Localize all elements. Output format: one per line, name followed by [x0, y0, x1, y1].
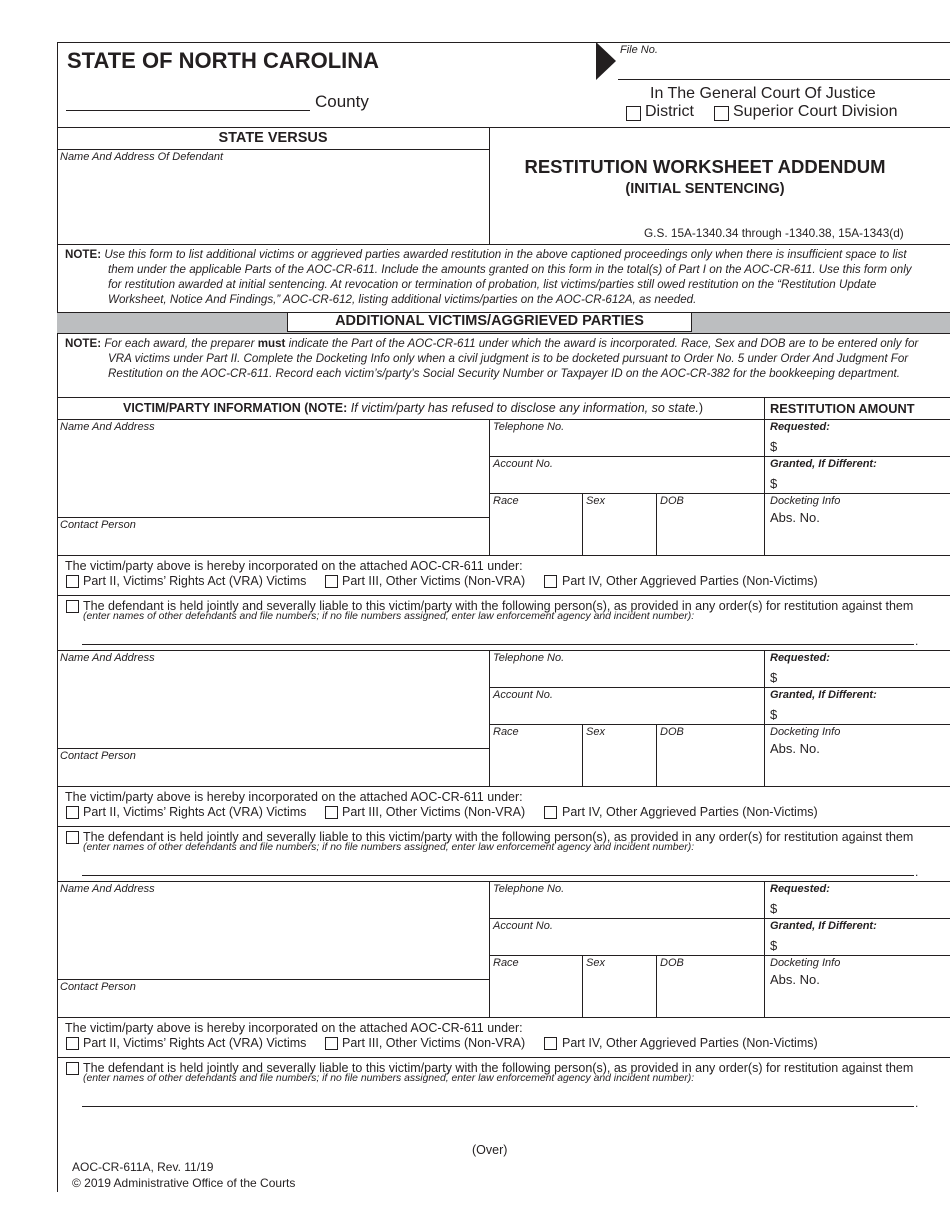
- victim-block-1-jointly-checkbox[interactable]: [66, 600, 79, 613]
- statute-citation: G.S. 15A-1340.34 through -1340.38, 15A-1343(d): [644, 226, 904, 240]
- victim-block-3-sex-field[interactable]: [585, 971, 654, 1015]
- victim-block-1-requested-dollar: $: [770, 439, 778, 454]
- table-header-bottom: [57, 419, 950, 420]
- victim-block-2-name-address-field[interactable]: [60, 666, 485, 746]
- victim-block-3-line-jointly: [57, 1057, 950, 1058]
- victim-block-3-race-label: Race: [493, 957, 519, 969]
- victim-block-2-incorporated-text: The victim/party above is hereby incorporated on the attached AOC-CR-611 under:: [65, 790, 523, 804]
- victim-block-3-jointly-subtext: (enter names of other defendants and file numbers; if no file numbers assigned, enter law enforcement agency and incident number):: [83, 1073, 695, 1084]
- victim-block-3-abs-no-field[interactable]: [830, 970, 947, 988]
- superior-court-label: Superior Court Division: [733, 103, 898, 120]
- victim-block-1-part4-label: Part IV, Other Aggrieved Parties (Non-Victims): [562, 574, 818, 588]
- victim-block-3-contact-label: Contact Person: [60, 981, 136, 993]
- victim-block-1-name-address-field[interactable]: [60, 435, 485, 515]
- state-versus-heading: STATE VERSUS: [218, 130, 328, 146]
- victim-block-3-jointly-field[interactable]: [82, 1089, 914, 1105]
- victim-block-2-granted-field[interactable]: [782, 705, 947, 723]
- note-2-prefix: NOTE:: [65, 337, 102, 350]
- victim-block-1-jointly-subtext: (enter names of other defendants and file numbers; if no file numbers assigned, enter law enforcement agency and incident number):: [83, 611, 695, 622]
- file-no-field[interactable]: [618, 56, 948, 78]
- victim-block-2-part3-label: Part III, Other Victims (Non-VRA): [342, 805, 526, 819]
- victim-block-1-divider-sex: [582, 493, 583, 555]
- restitution-amount-heading: RESTITUTION AMOUNT: [770, 401, 915, 416]
- victim-block-1-docketing-label: Docketing Info: [770, 495, 841, 507]
- victim-block-2-race-field[interactable]: [492, 740, 580, 784]
- over-label: (Over): [472, 1143, 508, 1157]
- victim-block-3-incorporated-text: The victim/party above is hereby incorporated on the attached AOC-CR-611 under:: [65, 1021, 523, 1035]
- county-label: County: [315, 92, 369, 111]
- victim-info-close: ): [698, 401, 704, 415]
- victim-block-2-contact-field[interactable]: [60, 764, 485, 784]
- victim-block-3-contact-field[interactable]: [60, 995, 485, 1015]
- victim-block-1-part4-checkbox[interactable]: [544, 575, 557, 588]
- caption-bottom-line: [57, 244, 950, 245]
- victim-block-1-account-field[interactable]: [493, 472, 761, 491]
- victim-block-2-jointly-subtext: (enter names of other defendants and file numbers; if no file numbers assigned, enter law enforcement agency and incident number):: [83, 842, 695, 853]
- note-1-prefix: NOTE:: [65, 248, 102, 261]
- victim-block-2-part4-label: Part IV, Other Aggrieved Parties (Non-Victims): [562, 805, 818, 819]
- victim-block-1-sex-field[interactable]: [585, 509, 654, 553]
- victim-block-2-jointly-underline: [82, 875, 914, 876]
- victim-block-1-part3-label: Part III, Other Victims (Non-VRA): [342, 574, 526, 588]
- victim-block-1-part2-checkbox[interactable]: [66, 575, 79, 588]
- victim-block-3-line-race: [489, 955, 950, 956]
- victim-block-2-account-label: Account No.: [493, 689, 553, 701]
- note-2: [65, 336, 923, 381]
- district-checkbox[interactable]: [626, 106, 641, 121]
- victim-block-2-jointly-text: The defendant is held jointly and severally liable to this victim/party with the following person(s), as provided in any order(s) for restitution against them: [83, 830, 914, 844]
- victim-block-2-account-field[interactable]: [493, 703, 761, 722]
- victim-block-2-dob-label: DOB: [660, 726, 684, 738]
- victim-block-2-name-address-label: Name And Address: [60, 652, 155, 664]
- victim-block-3-dob-label: DOB: [660, 957, 684, 969]
- victim-block-3-part4-checkbox[interactable]: [544, 1037, 557, 1050]
- victim-block-1-contact-label: Contact Person: [60, 519, 136, 531]
- victim-block-1-requested-label: Requested:: [770, 421, 830, 433]
- victim-block-1-dob-field[interactable]: [659, 509, 762, 553]
- victim-block-1-jointly-period: .: [915, 634, 919, 648]
- victim-info-heading: [123, 401, 703, 415]
- victim-block-2-part4-checkbox[interactable]: [544, 806, 557, 819]
- copyright: © 2019 Administrative Office of the Courts: [72, 1176, 296, 1190]
- form-subtitle: (INITIAL SENTENCING): [625, 181, 785, 197]
- victim-block-3-part2-label: Part II, Victims’ Rights Act (VRA) Victims: [83, 1036, 307, 1050]
- victim-block-3-divider-a: [489, 881, 490, 1017]
- victim-block-1-line-contact: [57, 517, 489, 518]
- victim-block-3-part3-label: Part III, Other Victims (Non-VRA): [342, 1036, 526, 1050]
- victim-block-2-granted-label: Granted, If Different:: [770, 689, 877, 701]
- victim-block-2-sex-label: Sex: [586, 726, 605, 738]
- victim-block-1-abs-no-label: Abs. No.: [770, 510, 820, 525]
- victim-block-3-granted-dollar: $: [770, 938, 778, 953]
- table-header-top: [57, 397, 950, 398]
- top-border: [57, 42, 950, 43]
- victim-block-3-race-field[interactable]: [492, 971, 580, 1015]
- victim-block-3-jointly-checkbox[interactable]: [66, 1062, 79, 1075]
- victim-info-note-word: NOTE:: [308, 401, 348, 415]
- victim-block-2-divider-b: [764, 650, 765, 786]
- victim-block-1-name-address-label: Name And Address: [60, 421, 155, 433]
- district-label: District: [645, 103, 694, 120]
- victim-block-2-divider-dob: [656, 724, 657, 786]
- victim-block-3-jointly-underline: [82, 1106, 914, 1107]
- note-1: [65, 247, 923, 307]
- victim-block-2-requested-field[interactable]: [782, 668, 947, 686]
- victim-block-2-requested-label: Requested:: [770, 652, 830, 664]
- victim-block-2-divider-a: [489, 650, 490, 786]
- victim-block-2-abs-no-label: Abs. No.: [770, 741, 820, 756]
- victim-block-2-line-account: [489, 687, 950, 688]
- victim-block-1-account-label: Account No.: [493, 458, 553, 470]
- victim-block-3-name-address-label: Name And Address: [60, 883, 155, 895]
- file-no-underline: [618, 79, 950, 80]
- victim-block-3-requested-field[interactable]: [782, 899, 947, 917]
- victim-block-3-dob-field[interactable]: [659, 971, 762, 1015]
- victim-block-3-abs-no-label: Abs. No.: [770, 972, 820, 987]
- victim-block-1-contact-field[interactable]: [60, 533, 485, 553]
- victim-block-1-part3-checkbox[interactable]: [325, 575, 338, 588]
- victim-block-2-granted-dollar: $: [770, 707, 778, 722]
- superior-court-checkbox[interactable]: [714, 106, 729, 121]
- victim-block-3-part4-label: Part IV, Other Aggrieved Parties (Non-Victims): [562, 1036, 818, 1050]
- victim-block-3-jointly-text: The defendant is held jointly and severally liable to this victim/party with the following person(s), as provided in any order(s) for restitution against them: [83, 1061, 914, 1075]
- victim-block-1-part2-label: Part II, Victims’ Rights Act (VRA) Victims: [83, 574, 307, 588]
- victim-block-2-line-bottom: [57, 786, 950, 787]
- victim-block-3-granted-field[interactable]: [782, 936, 947, 954]
- left-border: [57, 42, 58, 1192]
- victim-block-1-granted-field[interactable]: [782, 474, 947, 492]
- victim-block-1-dob-label: DOB: [660, 495, 684, 507]
- victim-block-3-part2-checkbox[interactable]: [66, 1037, 79, 1050]
- victim-block-2-race-label: Race: [493, 726, 519, 738]
- victim-block-3-line-bottom: [57, 1017, 950, 1018]
- victim-block-3-divider-dob: [656, 955, 657, 1017]
- victim-info-title: VICTIM/PARTY INFORMATION (: [123, 401, 309, 415]
- victim-block-3-account-label: Account No.: [493, 920, 553, 932]
- victim-block-3-requested-label: Requested:: [770, 883, 830, 895]
- victim-block-2-divider-sex: [582, 724, 583, 786]
- caption-top-line: [57, 127, 950, 128]
- section-title: ADDITIONAL VICTIMS/AGGRIEVED PARTIES: [335, 313, 644, 329]
- victim-block-1-line-account: [489, 456, 950, 457]
- victim-block-1-divider-a: [489, 419, 490, 555]
- victim-block-3-divider-b: [764, 881, 765, 1017]
- victim-block-2-jointly-checkbox[interactable]: [66, 831, 79, 844]
- victim-block-1-race-field[interactable]: [492, 509, 580, 553]
- county-line: [66, 110, 310, 111]
- victim-block-1-jointly-text: The defendant is held jointly and severally liable to this victim/party with the following person(s), as provided in any order(s) for restitution against them: [83, 599, 914, 613]
- defendant-field[interactable]: [60, 165, 485, 240]
- victim-block-1-granted-label: Granted, If Different:: [770, 458, 877, 470]
- note-1-text: Use this form to list additional victims or aggrieved parties awarded restitution in the above captioned proceedings only when there is insufficient space to list them under the applicable Parts of the AOC-CR-611. Include the amounts granted on this form in the total(s) of Part I on the AOC-CR-611. Use this form only for restitution awarded at initial sentencing. At revocation or termination of probation, list victims/parties still owed restitution on the “Restitution Update Worksheet, Notice And Findings,” AOC-CR-612, listing additional victims/parties on the AOC-CR-612A, as needed.: [104, 248, 912, 306]
- victim-info-note-text: If victim/party has refused to disclose any information, so state.: [350, 401, 699, 415]
- victim-block-3-line-account: [489, 918, 950, 919]
- victim-block-3-name-address-field[interactable]: [60, 897, 485, 977]
- victim-block-2-sex-field[interactable]: [585, 740, 654, 784]
- victim-block-2-line-jointly: [57, 826, 950, 827]
- victim-block-1-divider-b: [764, 419, 765, 555]
- defendant-label: Name And Address Of Defendant: [60, 151, 224, 163]
- victim-block-1-incorporated-text: The victim/party above is hereby incorporated on the attached AOC-CR-611 under:: [65, 559, 523, 573]
- victim-block-3-requested-dollar: $: [770, 901, 778, 916]
- victim-block-3-docketing-label: Docketing Info: [770, 957, 841, 969]
- victim-block-2-part2-label: Part II, Victims’ Rights Act (VRA) Victims: [83, 805, 307, 819]
- victim-block-1-requested-field[interactable]: [782, 437, 947, 455]
- note-2-must: must: [257, 337, 286, 350]
- victim-block-3-divider-sex: [582, 955, 583, 1017]
- victim-block-3-top-line: [57, 881, 950, 882]
- victim-block-1-divider-dob: [656, 493, 657, 555]
- table-header-divider: [764, 397, 765, 419]
- victim-block-2-jointly-field[interactable]: [82, 858, 914, 874]
- victim-block-2-docketing-label: Docketing Info: [770, 726, 841, 738]
- victim-block-1-line-race: [489, 493, 950, 494]
- victim-block-1-granted-dollar: $: [770, 476, 778, 491]
- victim-block-3-account-field[interactable]: [493, 934, 761, 953]
- victim-block-3-jointly-period: .: [915, 1096, 919, 1110]
- victim-block-2-contact-label: Contact Person: [60, 750, 136, 762]
- victim-block-3-line-contact: [57, 979, 489, 980]
- victim-block-2-line-race: [489, 724, 950, 725]
- victim-block-2-telephone-field[interactable]: [493, 666, 761, 685]
- victim-block-1-race-label: Race: [493, 495, 519, 507]
- victim-block-3-granted-label: Granted, If Different:: [770, 920, 877, 932]
- victim-block-2-part3-checkbox[interactable]: [325, 806, 338, 819]
- victim-block-2-dob-field[interactable]: [659, 740, 762, 784]
- victim-block-2-line-contact: [57, 748, 489, 749]
- victim-block-3-part3-checkbox[interactable]: [325, 1037, 338, 1050]
- victim-block-2-part2-checkbox[interactable]: [66, 806, 79, 819]
- form-title: RESTITUTION WORKSHEET ADDENDUM: [524, 156, 886, 177]
- victim-block-3-sex-label: Sex: [586, 957, 605, 969]
- form-id: AOC-CR-611A, Rev. 11/19: [72, 1160, 214, 1174]
- victim-block-1-telephone-label: Telephone No.: [493, 421, 565, 433]
- victim-block-1-sex-label: Sex: [586, 495, 605, 507]
- victim-block-3-telephone-label: Telephone No.: [493, 883, 565, 895]
- file-number-flag-icon: [596, 42, 618, 80]
- victim-block-2-jointly-period: .: [915, 865, 919, 879]
- victim-block-1-line-jointly: [57, 595, 950, 596]
- victim-block-1-telephone-field[interactable]: [493, 435, 761, 454]
- victim-block-1-jointly-field[interactable]: [82, 627, 914, 643]
- state-versus-underline: [57, 149, 489, 150]
- file-no-label: File No.: [620, 44, 658, 56]
- victim-block-2-abs-no-field[interactable]: [830, 739, 947, 757]
- victim-block-1-line-bottom: [57, 555, 950, 556]
- state-title: STATE OF NORTH CAROLINA: [67, 48, 380, 73]
- victim-block-2-top-line: [57, 650, 950, 651]
- court-line: In The General Court Of Justice: [650, 85, 876, 102]
- note-2-part2: indicate the Part of the AOC-CR-611 under which the award is incorporated. Race, Sex and DOB are to be entered only for VRA victims under Part II. Complete the Docketing Info only when a civil judgment is to be docketed pursuant to Order No. 5 under Order And Judgment For Restitution on the AOC-CR-611. Record each victim’s/party’s Social Security Number or Taxpayer ID on the AOC-CR-382 for the bookkeeping department.: [108, 337, 919, 380]
- victim-block-2-requested-dollar: $: [770, 670, 778, 685]
- victim-block-2-telephone-label: Telephone No.: [493, 652, 565, 664]
- note-2-part1: For each award, the preparer: [104, 337, 255, 350]
- victim-block-1-jointly-underline: [82, 644, 914, 645]
- victim-block-3-telephone-field[interactable]: [493, 897, 761, 916]
- victim-block-1-abs-no-field[interactable]: [830, 508, 947, 526]
